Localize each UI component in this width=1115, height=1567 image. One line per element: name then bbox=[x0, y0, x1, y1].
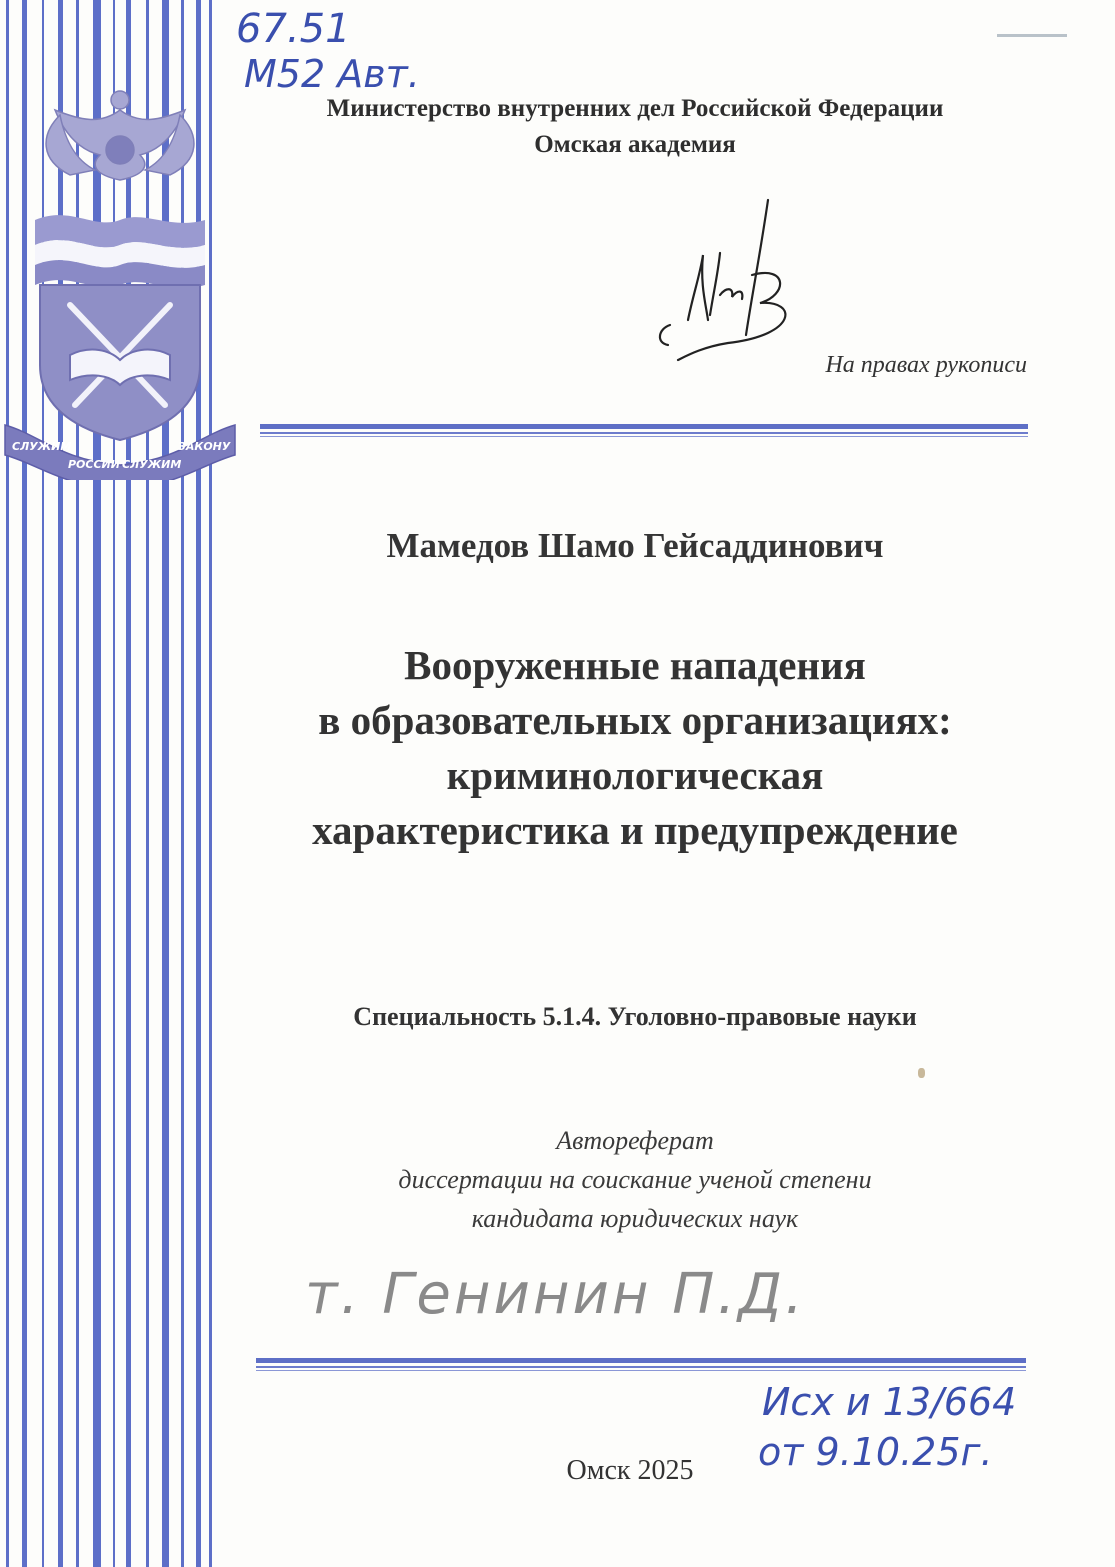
crest-ribbon-word-2: РОССИИ bbox=[68, 458, 120, 471]
title-line-1: Вооруженные нападения bbox=[404, 642, 866, 688]
ministry-heading: Министерство внутренних дел Российской Федерации bbox=[326, 95, 944, 122]
title-line-3: криминологическая bbox=[446, 752, 824, 798]
manuscript-note: На правах рукописи bbox=[825, 352, 1027, 378]
bottom-divider bbox=[256, 1358, 1026, 1372]
specialty-line: Специальность 5.1.4. Уголовно-правовые науки bbox=[353, 1002, 917, 1031]
city-year: Омск 2025 bbox=[566, 1455, 694, 1486]
handwritten-classification: 67.51 bbox=[236, 6, 351, 52]
academy-heading: Омская академия bbox=[534, 131, 736, 158]
abstract-description bbox=[230, 1121, 1040, 1238]
corner-mark bbox=[997, 34, 1067, 37]
handwritten-code: М52 Авт. bbox=[244, 52, 420, 96]
title-line-2: в образовательных организациях: bbox=[318, 697, 952, 743]
crest-ribbon-word-1: СЛУЖИМ bbox=[12, 440, 72, 453]
handwritten-outgoing-ref: Исх и 13/664 bbox=[762, 1380, 1017, 1424]
police-academy-emblem bbox=[0, 80, 240, 480]
author-name: Мамедов Шамо Гейсаддинович bbox=[386, 526, 884, 565]
abstract-line-1: Автореферат bbox=[556, 1126, 714, 1155]
handwritten-outgoing-date: от 9.10.25г. bbox=[758, 1430, 993, 1474]
crest-ribbon-word-4: ЗАКОНУ bbox=[178, 440, 231, 453]
top-divider bbox=[260, 424, 1028, 438]
paper-speck bbox=[918, 1068, 925, 1078]
abstract-line-3: кандидата юридических наук bbox=[471, 1204, 799, 1233]
title-line-4: характеристика и предупреждение bbox=[312, 807, 958, 853]
pencil-name-note: т. Генинин П.Д. bbox=[305, 1262, 806, 1327]
abstract-line-2: диссертации на соискание ученой степени bbox=[398, 1165, 872, 1194]
dissertation-title bbox=[230, 638, 1040, 858]
signature bbox=[648, 195, 798, 365]
crest-ribbon-word-3: СЛУЖИМ bbox=[122, 458, 182, 471]
